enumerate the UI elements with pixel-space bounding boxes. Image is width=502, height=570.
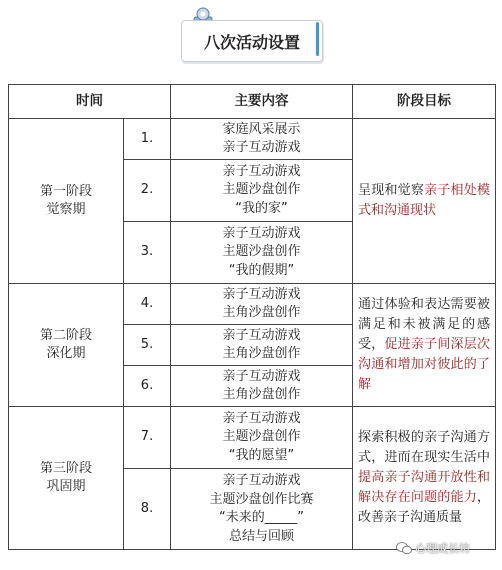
goal-highlight-text: 促进亲子间深层次沟通和增加对彼此的了解 [358, 337, 490, 392]
table-row [9, 284, 496, 325]
session-content-line: 主题沙盘创作 [222, 182, 301, 198]
session-number: 3. [124, 222, 171, 284]
session-content-line: “未来的_____” [219, 510, 304, 525]
session-content-line: 主题沙盘创作 [222, 244, 301, 260]
session-content-cell [171, 284, 353, 325]
session-content-cell [171, 469, 353, 550]
session-content-line: “我的愿望” [228, 447, 295, 463]
session-number: 4. [124, 284, 171, 325]
session-content-line: 亲子互动游戏 [222, 286, 301, 302]
stage-goal-cell [353, 119, 496, 284]
session-content-line: 主题沙盘创作比赛 [209, 491, 314, 507]
session-content-line: 亲子互动游戏 [222, 163, 301, 179]
session-content-line: 主题沙盘创作 [222, 429, 301, 445]
activity-plan-table [8, 84, 496, 550]
session-content-cell [171, 325, 353, 366]
session-content-line: 总结与回顾 [228, 528, 294, 544]
table-header-row [9, 85, 496, 119]
stage-name-cell [9, 119, 124, 284]
session-content-cell [171, 407, 353, 469]
title-accent-bar [316, 22, 319, 56]
session-content-cell [171, 366, 353, 407]
stage-name-line: 觉察期 [46, 202, 86, 217]
session-content-line: 亲子互动游戏 [222, 473, 301, 488]
session-content-line: “我的家” [235, 200, 288, 216]
session-number: 8. [124, 469, 171, 550]
goal-highlight-text: 亲子相处模式和沟通现状 [358, 183, 490, 218]
stage-goal-cell [353, 284, 496, 407]
table-row [9, 407, 496, 469]
session-content-line: 亲子互动游戏 [222, 368, 301, 384]
goal-text: 通过体验和表达需要被满足和未被满足的感受， [358, 297, 490, 352]
session-content-cell [171, 222, 353, 284]
session-number: 2. [124, 160, 171, 222]
goal-highlight-text: 提高亲子沟通开放性和解决存在问题的能力 [358, 470, 490, 505]
stage-name-line: 第二阶段 [39, 327, 92, 343]
session-content-line: 亲子互动游戏 [222, 225, 301, 241]
stage-name-line: 巩固期 [46, 479, 86, 494]
title-badge [181, 20, 323, 62]
goal-text: 探索积极的亲子沟通方式，进而在现实生活中 [358, 430, 490, 465]
session-content-line: 主角沙盘创作 [222, 305, 301, 320]
stage-name-line: 第三阶段 [39, 460, 92, 476]
session-content-line: 亲子互动游戏 [222, 327, 301, 343]
header-time: 时间 [9, 85, 171, 119]
goal-text: 呈现和觉察 [358, 183, 425, 198]
session-content-line: 家庭风采展示 [222, 121, 301, 137]
header-content: 主要内容 [171, 85, 353, 119]
session-number: 1. [124, 119, 171, 160]
session-content-line: 亲子互动游戏 [222, 140, 301, 155]
goal-text: ，改善亲子沟通质量 [358, 490, 490, 525]
session-content-cell [171, 119, 353, 160]
session-content-line: 主角沙盘创作 [222, 346, 301, 361]
table-row [9, 119, 496, 160]
stage-name-line: 第一阶段 [39, 183, 92, 199]
watermark [396, 540, 470, 556]
watermark-text: 心理成长坊 [415, 542, 470, 555]
wechat-icon [396, 542, 412, 555]
session-content-line: 亲子互动游戏 [222, 410, 301, 426]
stage-goal-cell [353, 407, 496, 550]
page-title: 八次活动设置 [181, 20, 323, 62]
session-content-line: “我的假期” [228, 262, 295, 278]
stage-name-cell [9, 284, 124, 407]
header-goal: 阶段目标 [353, 85, 496, 119]
stage-name-line: 深化期 [46, 346, 86, 361]
session-number: 6. [124, 366, 171, 407]
session-number: 7. [124, 407, 171, 469]
session-content-cell [171, 160, 353, 222]
stage-name-cell [9, 407, 124, 550]
session-number: 5. [124, 325, 171, 366]
session-content-line: 主角沙盘创作 [222, 387, 301, 402]
